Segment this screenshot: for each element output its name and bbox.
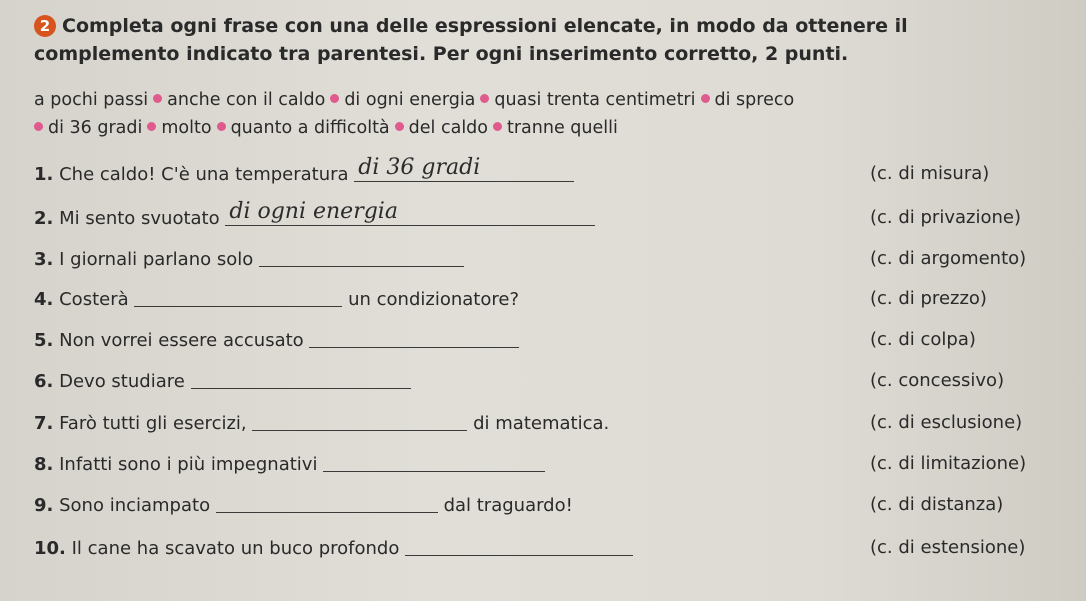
word-bank-item: di spreco xyxy=(714,90,795,110)
answer-blank[interactable] xyxy=(252,412,467,431)
word-bank-item: tranne quelli xyxy=(507,118,618,138)
sentence-row xyxy=(34,329,519,351)
complement-label: (c. di estensione) xyxy=(870,537,1026,558)
bullet-icon xyxy=(153,94,162,103)
sentence-text: Costerà xyxy=(59,289,129,310)
answer-blank[interactable] xyxy=(134,288,342,307)
sentence-row xyxy=(34,370,411,392)
complement-label: (c. di limitazione) xyxy=(870,453,1027,474)
sentence-text-after: un condizionatore? xyxy=(348,289,519,310)
word-bank-item: di ogni energia xyxy=(344,90,476,110)
word-bank-item: anche con il caldo xyxy=(167,90,326,110)
complement-label: (c. concessivo) xyxy=(870,370,1005,391)
sentence-row xyxy=(34,453,545,475)
complement-label: (c. di colpa) xyxy=(870,329,976,350)
word-bank-item: del caldo xyxy=(408,118,488,138)
word-bank-item: a pochi passi xyxy=(34,90,149,110)
complement-label: (c. di privazione) xyxy=(870,207,1021,228)
sentence-number: 4. xyxy=(34,289,54,310)
bullet-icon xyxy=(147,122,156,131)
sentence-row xyxy=(34,494,573,516)
sentence-number: 8. xyxy=(34,454,54,475)
sentence-row xyxy=(34,248,464,270)
handwritten-answer: di 36 gradi xyxy=(358,155,481,180)
instruction-line-1: Completa ogni frase con una delle espressioni elencate, in modo da ottenere il xyxy=(62,15,908,37)
sentence-text: Devo studiare xyxy=(59,371,185,392)
answer-blank[interactable] xyxy=(354,155,574,182)
answer-blank[interactable] xyxy=(225,199,595,226)
answer-blank[interactable] xyxy=(323,453,545,472)
sentence-text-after: di matematica. xyxy=(473,413,610,434)
bullet-icon xyxy=(701,94,710,103)
answer-blank[interactable] xyxy=(309,329,519,348)
word-bank-item: di 36 gradi xyxy=(48,118,143,138)
bullet-icon xyxy=(217,122,226,131)
complement-label: (c. di misura) xyxy=(870,163,990,184)
word-bank-item: molto xyxy=(161,118,212,138)
sentence-number: 9. xyxy=(34,495,54,516)
sentence-row xyxy=(34,288,519,310)
sentence-text: I giornali parlano solo xyxy=(59,249,254,270)
handwritten-answer: di ogni energia xyxy=(229,199,398,224)
sentence-text: Sono inciampato xyxy=(59,495,211,516)
sentence-text: Mi sento svuotato xyxy=(59,208,220,229)
complement-label: (c. di distanza) xyxy=(870,494,1004,515)
word-bank-item: quasi trenta centimetri xyxy=(494,90,696,110)
sentence-text: Il cane ha scavato un buco profondo xyxy=(71,538,400,559)
answer-blank[interactable] xyxy=(191,370,411,389)
complement-label: (c. di argomento) xyxy=(870,248,1027,269)
sentence-text-after: dal traguardo! xyxy=(443,495,573,516)
sentence-text: Che caldo! C'è una temperatura xyxy=(59,164,349,185)
exercise-instructions xyxy=(34,12,1064,68)
exercise-number-badge: 2 xyxy=(34,15,56,37)
sentence-number: 1. xyxy=(34,164,54,185)
sentence-text: Farò tutti gli esercizi, xyxy=(59,413,247,434)
sentence-row xyxy=(34,155,574,185)
sentence-number: 2. xyxy=(34,208,54,229)
bullet-icon xyxy=(34,122,43,131)
word-bank xyxy=(34,86,1064,142)
sentence-row xyxy=(34,537,633,559)
answer-blank[interactable] xyxy=(259,248,464,267)
complement-label: (c. di esclusione) xyxy=(870,412,1023,433)
sentence-number: 3. xyxy=(34,249,54,270)
bullet-icon xyxy=(493,122,502,131)
sentence-row xyxy=(34,412,609,434)
sentence-row xyxy=(34,199,595,229)
instruction-line-2: complemento indicato tra parentesi. Per ogni inserimento corretto, 2 punti. xyxy=(34,43,849,65)
answer-blank[interactable] xyxy=(405,537,633,556)
bullet-icon xyxy=(395,122,404,131)
sentence-number: 10. xyxy=(34,538,66,559)
bullet-icon xyxy=(330,94,339,103)
sentence-text: Non vorrei essere accusato xyxy=(59,330,304,351)
complement-label: (c. di prezzo) xyxy=(870,288,987,309)
bullet-icon xyxy=(480,94,489,103)
sentence-number: 7. xyxy=(34,413,54,434)
sentence-number: 5. xyxy=(34,330,54,351)
sentence-text: Infatti sono i più impegnativi xyxy=(59,454,318,475)
sentence-number: 6. xyxy=(34,371,54,392)
word-bank-item: quanto a difficoltà xyxy=(230,118,390,138)
answer-blank[interactable] xyxy=(216,494,438,513)
